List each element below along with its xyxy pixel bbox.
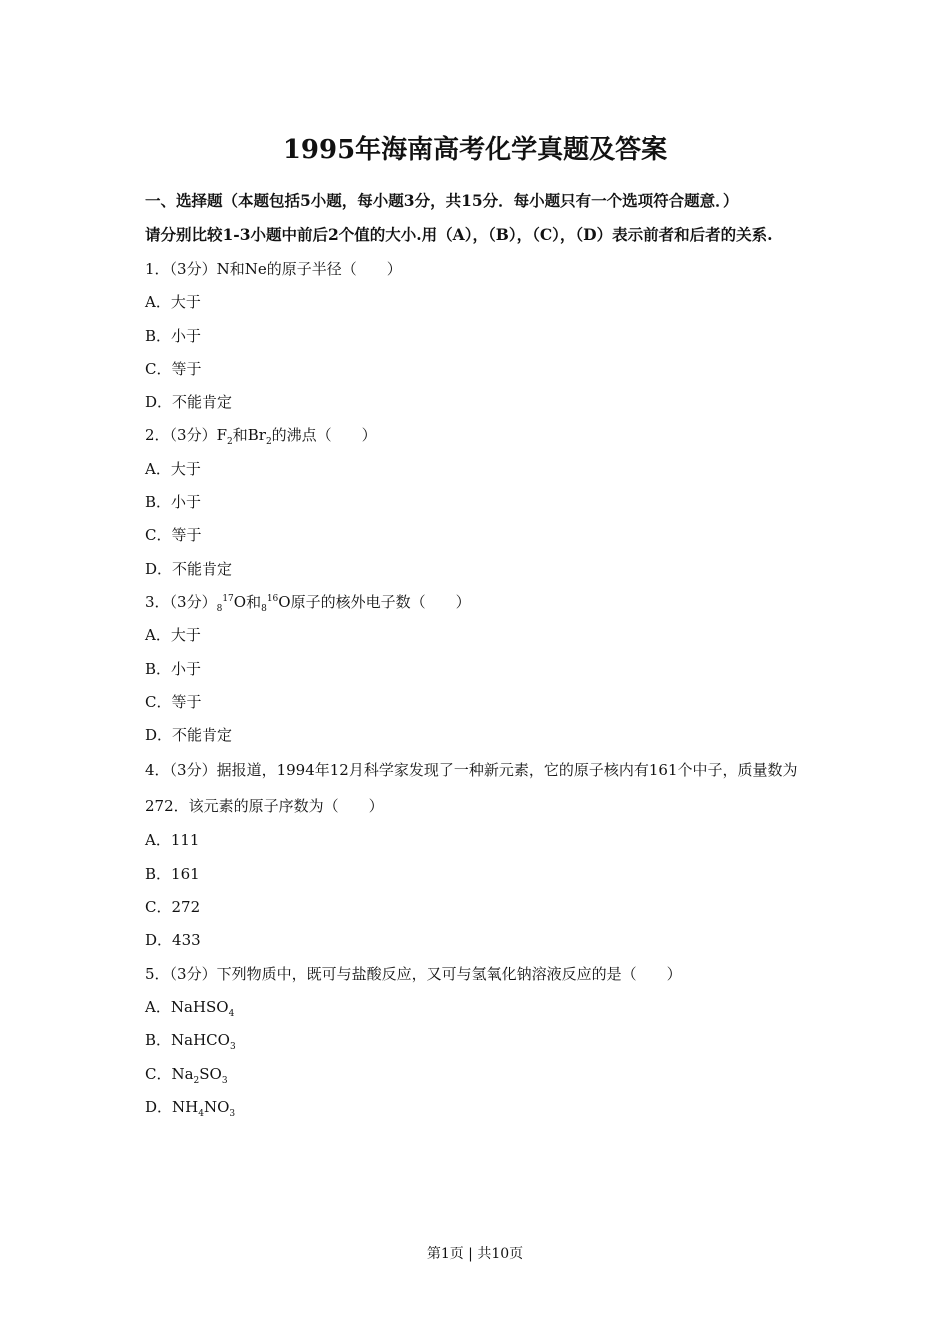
question-stem: 4．（3分）据报道，1994年12月科学家发现了一种新元素，它的原子核内有161个中子，质量数为272．该元素的原子序数为（ ） bbox=[145, 761, 798, 816]
page-title: 1995年海南高考化学真题及答案 bbox=[282, 135, 668, 165]
document-body bbox=[145, 184, 810, 1124]
section-heading: 一、选择题（本题包括5小题，每小题3分，共15分．每小题只有一个选项符合题意．） bbox=[145, 191, 739, 210]
option-c: C．$Na_2SO_3$ bbox=[145, 1064, 228, 1086]
question-stem: 2．（3分）$F_2$和$Br_2$的沸点（ ） bbox=[145, 426, 377, 448]
question-2 bbox=[145, 419, 810, 585]
option-a: A．111 bbox=[145, 831, 200, 850]
page-footer: 第1页 | 共10页 bbox=[426, 1246, 524, 1262]
option-c: C．等于 bbox=[145, 359, 202, 378]
option-d: D．433 bbox=[145, 931, 201, 950]
option-b: B．161 bbox=[145, 864, 200, 883]
option-d: D．不能肯定 bbox=[145, 559, 233, 578]
option-b: B．小于 bbox=[145, 659, 202, 678]
question-5 bbox=[145, 958, 810, 1124]
question-stem: 5．（3分）下列物质中，既可与盐酸反应，又可与氢氧化钠溶液反应的是（ ） bbox=[145, 964, 682, 983]
option-d: D．$NH_4NO_3$ bbox=[145, 1097, 236, 1119]
option-a: A．大于 bbox=[145, 626, 201, 645]
question-4 bbox=[145, 752, 810, 957]
option-b: B．小于 bbox=[145, 493, 202, 512]
section-instruction: 请分别比较1-3小题中前后2个值的大小.用（A），（B），（C），（D）表示前者和后者的关系. bbox=[145, 225, 773, 244]
option-c: C．等于 bbox=[145, 692, 202, 711]
option-a: A．NaHSO$_4$ bbox=[145, 997, 235, 1019]
option-d: D．不能肯定 bbox=[145, 726, 233, 745]
option-a: A．大于 bbox=[145, 293, 201, 312]
option-b: B．小于 bbox=[145, 326, 202, 345]
question-3 bbox=[145, 586, 810, 752]
option-c: C．等于 bbox=[145, 526, 202, 545]
question-1 bbox=[145, 253, 810, 419]
question-stem: 3．（3分）$_8^{17}O$和$_8^{16}$O原子的核外电子数（ ） bbox=[145, 592, 471, 614]
option-a: A．大于 bbox=[145, 459, 201, 478]
option-b: B．NaHCO$_3$ bbox=[145, 1031, 236, 1053]
option-d: D．不能肯定 bbox=[145, 393, 233, 412]
option-c: C．272 bbox=[145, 898, 201, 917]
question-stem: 1．（3分）N和Ne的原子半径（ ） bbox=[145, 260, 402, 278]
